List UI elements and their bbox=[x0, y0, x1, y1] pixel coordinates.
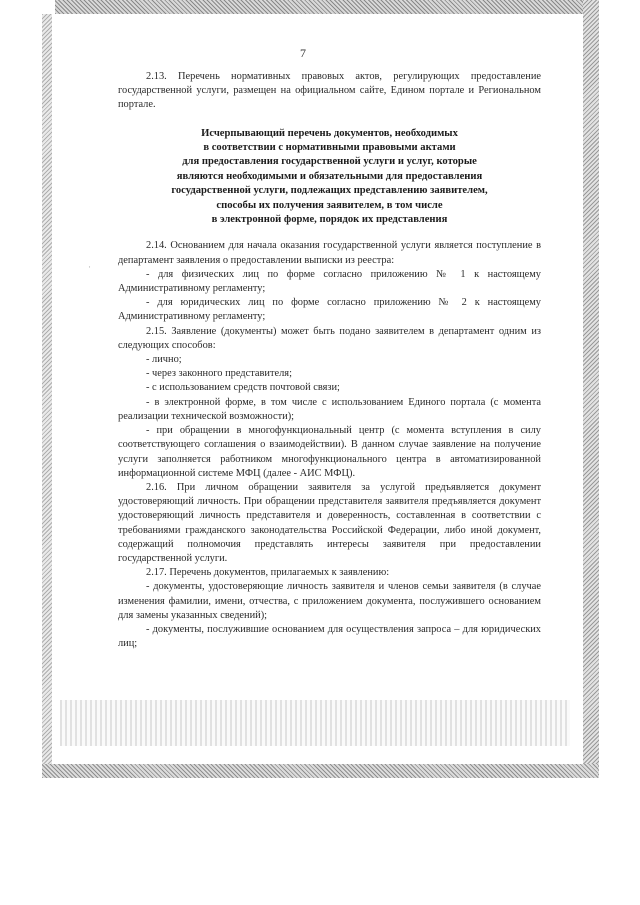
paragraph-2-15: 2.15. Заявление (документы) может быть подано заявителем в департамент одним из следующих способов: bbox=[118, 325, 541, 351]
paragraph-2-17: 2.17. Перечень документов, прилагаемых к заявлению: bbox=[146, 567, 390, 579]
list-item: - с использованием средств почтовой связи; bbox=[146, 382, 340, 394]
scan-edge-bottom bbox=[42, 764, 598, 778]
page-number: 7 bbox=[300, 46, 306, 60]
paragraph-2-13: 2.13. Перечень нормативных правовых актов, регулирующих предоставление государственной услуги, размещен на официальном сайте, Едином портале и Региональном портале. bbox=[118, 71, 541, 111]
heading-line: в соответствии с нормативными правовыми актами bbox=[203, 142, 456, 154]
paragraph-2-16: 2.16. При личном обращении заявителя за услугой предъявляется документ удостоверяющий личность. При обращении представителя заявителя предъявляется документ удостоверяющий личность представителя и доверенность, составленная в соответствии с требованиями гражданского законодательства Российской Федерации, либо иной документ, содержащий полномочия представлять интересы заявителя при предоставлении государственной услуги. bbox=[118, 481, 541, 564]
heading-line: способы их получения заявителем, в том числе bbox=[216, 199, 443, 211]
scan-edge-left bbox=[42, 14, 52, 778]
heading-line: Исчерпывающий перечень документов, необходимых bbox=[201, 127, 458, 139]
list-item: - документы, послужившие основанием для осуществления запроса – для юридических лиц; bbox=[118, 623, 541, 650]
heading-line: в электронной форме, порядок их представления bbox=[211, 214, 448, 226]
heading-line: являются необходимыми и обязательными для предоставления bbox=[176, 170, 483, 182]
paragraph-2-14: 2.14. Основанием для начала оказания государственной услуги является поступление в департамент заявления о предоставлении выписки из реестра: bbox=[118, 240, 541, 266]
document-body bbox=[118, 70, 541, 651]
list-item: - лично; bbox=[146, 354, 182, 366]
margin-mark: · bbox=[88, 262, 91, 272]
scan-edge-top bbox=[55, 0, 595, 14]
section-heading bbox=[118, 127, 541, 228]
list-item: - документы, удостоверяющие личность заявителя и членов семьи заявителя (в случае изменения фамилии, имени, отчества, с приложением документа, послужившего основанием для замены указанных сведений); bbox=[118, 581, 541, 621]
list-item: - при обращении в многофункциональный центр (с момента вступления в силу соответствующего соглашения о взаимодействии). В данном случае заявление на получение услуги заполняется работником многофункционального центра в автоматизированной информационной системе МФЦ (далее - АИС МФЦ). bbox=[118, 425, 541, 479]
heading-line: государственной услуги, подлежащих представлению заявителем, bbox=[171, 185, 488, 197]
list-item: - в электронной форме, в том числе с использованием Единого портала (с момента реализации технической возможности); bbox=[118, 396, 541, 422]
list-item: - через законного представителя; bbox=[146, 368, 292, 380]
scan-noise-band bbox=[60, 700, 570, 746]
heading-line: для предоставления государственной услуги и услуг, которые bbox=[182, 156, 477, 168]
list-item: - для физических лиц по форме согласно приложению № 1 к настоящему Административному регламенту; bbox=[118, 268, 541, 295]
scan-edge-right bbox=[583, 0, 599, 778]
list-item: - для юридических лиц по форме согласно приложению № 2 к настоящему Административному регламенту; bbox=[118, 297, 541, 323]
